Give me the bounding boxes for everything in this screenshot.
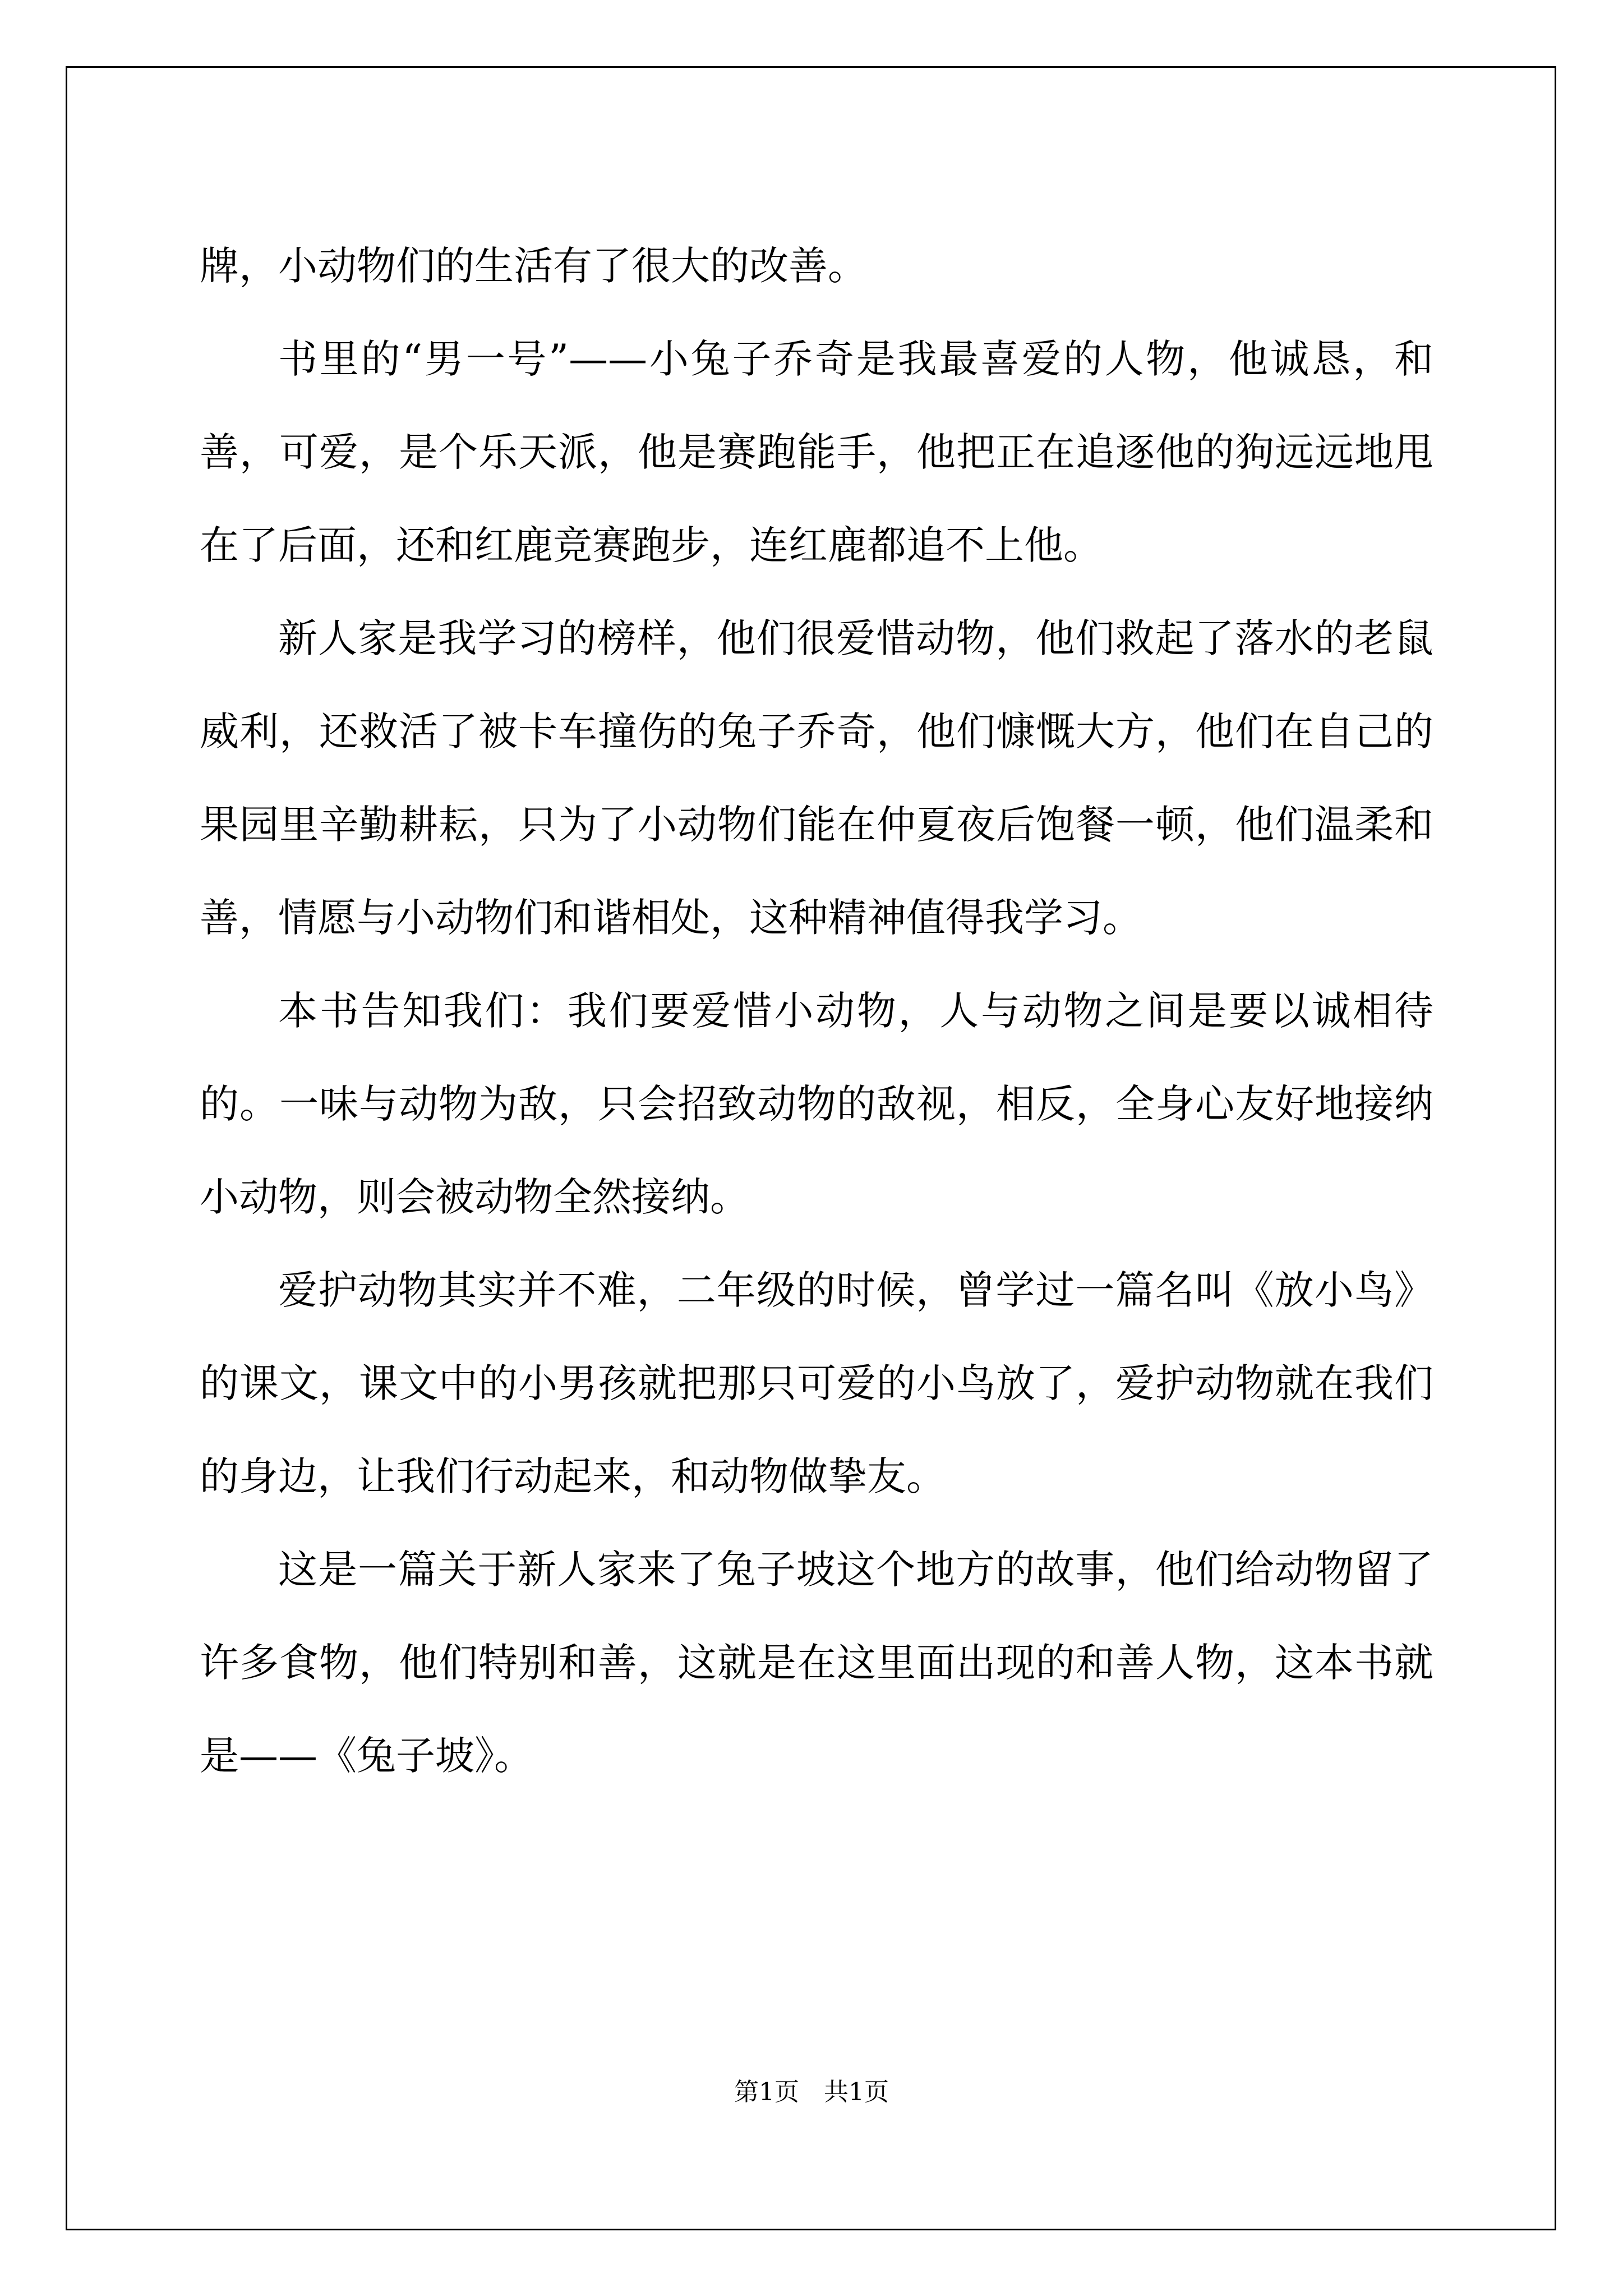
document-body xyxy=(200,219,1433,1802)
paragraph-3: 新人家是我学习的榜样，他们很爱惜动物，他们救起了落水的老鼠威利，还救活了被卡车撞伤的兔子乔奇，他们慷慨大方，他们在自己的果园里辛勤耕耘，只为了小动物们能在仲夏夜后饱餐一顿，他们温柔和善，情愿与小动物们和谐相处，这种精神值得我学习。 xyxy=(200,615,1433,941)
paragraph-5: 爱护动物其实并不难，二年级的时候，曾学过一篇名叫《放小鸟》的课文，课文中的小男孩就把那只可爱的小鸟放了，爱护动物就在我们的身边，让我们行动起来，和动物做挚友。 xyxy=(200,1267,1433,1499)
paragraph-2: 书里的“男一号”——小兔子乔奇是我最喜爱的人物，他诚恳，和善，可爱，是个乐天派，他是赛跑能手，他把正在追逐他的狗远远地甩在了后面，还和红鹿竞赛跑步，连红鹿都追不上他。 xyxy=(200,336,1433,568)
page-footer: 第1页 共1页 xyxy=(734,2078,889,2106)
paragraph-6: 这是一篇关于新人家来了兔子坡这个地方的故事，他们给动物留了许多食物，他们特别和善，这就是在这里面出现的和善人物，这本书就是——《兔子坡》。 xyxy=(200,1547,1433,1779)
paragraph-1: 牌，小动物们的生活有了很大的改善。 xyxy=(200,243,867,289)
paragraph-4: 本书告知我们：我们要爱惜小动物，人与动物之间是要以诚相待的。一味与动物为敌，只会招致动物的敌视，相反，全身心友好地接纳小动物，则会被动物全然接纳。 xyxy=(200,988,1433,1220)
